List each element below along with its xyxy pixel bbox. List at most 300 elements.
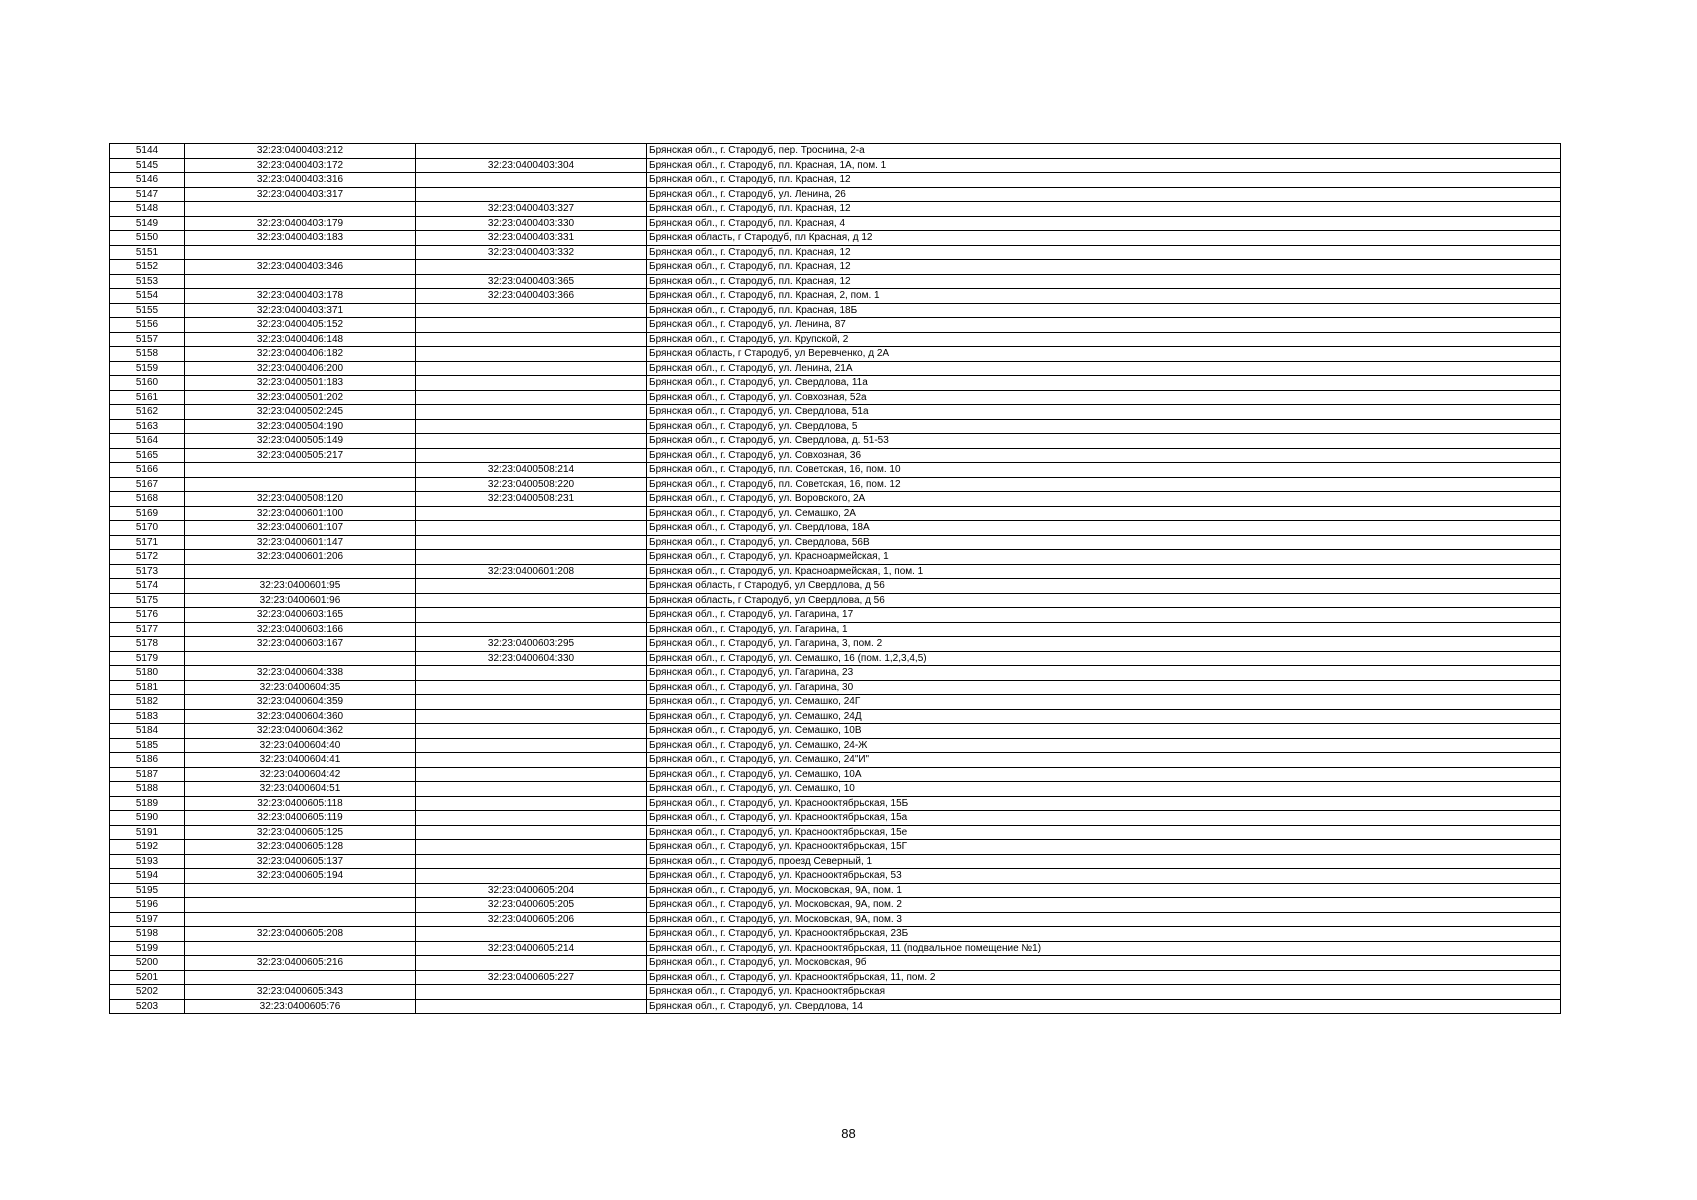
premises-cadastral-number-cell: 32:23:0400601:208	[416, 564, 647, 579]
table-row	[110, 144, 1561, 159]
premises-cadastral-number-cell	[416, 332, 647, 347]
table-row	[110, 318, 1561, 333]
row-number-cell: 5191	[110, 825, 185, 840]
cadastral-number-cell: 32:23:0400605:216	[185, 956, 416, 971]
row-number-cell: 5202	[110, 985, 185, 1000]
row-number-cell: 5203	[110, 999, 185, 1014]
premises-cadastral-number-cell	[416, 173, 647, 188]
cadastral-number-cell: 32:23:0400605:128	[185, 840, 416, 855]
table-row	[110, 260, 1561, 275]
premises-cadastral-number-cell	[416, 506, 647, 521]
table-row	[110, 216, 1561, 231]
cadastral-number-cell: 32:23:0400605:125	[185, 825, 416, 840]
address-cell: Брянская обл., г. Стародуб, ул. Красноармейская, 1	[647, 550, 1561, 565]
premises-cadastral-number-cell: 32:23:0400605:205	[416, 898, 647, 913]
address-cell: Брянская обл., г. Стародуб, ул. Свердлова, д. 51-53	[647, 434, 1561, 449]
premises-cadastral-number-cell: 32:23:0400603:295	[416, 637, 647, 652]
premises-cadastral-number-cell	[416, 593, 647, 608]
address-cell: Брянская обл., г. Стародуб, ул. Ленина, 26	[647, 187, 1561, 202]
cadastral-number-cell: 32:23:0400504:190	[185, 419, 416, 434]
table-row	[110, 202, 1561, 217]
address-cell: Брянская обл., г. Стародуб, ул. Гагарина, 23	[647, 666, 1561, 681]
row-number-cell: 5148	[110, 202, 185, 217]
cadastral-number-cell: 32:23:0400403:316	[185, 173, 416, 188]
row-number-cell: 5190	[110, 811, 185, 826]
premises-cadastral-number-cell: 32:23:0400403:365	[416, 274, 647, 289]
premises-cadastral-number-cell	[416, 854, 647, 869]
premises-cadastral-number-cell: 32:23:0400605:227	[416, 970, 647, 985]
table-row	[110, 506, 1561, 521]
cadastral-number-cell: 32:23:0400604:362	[185, 724, 416, 739]
table-row	[110, 361, 1561, 376]
address-cell: Брянская обл., г. Стародуб, ул. Краснооктябрьская, 15Г	[647, 840, 1561, 855]
table-row	[110, 593, 1561, 608]
premises-cadastral-number-cell	[416, 144, 647, 159]
premises-cadastral-number-cell	[416, 376, 647, 391]
cadastral-number-cell: 32:23:0400601:96	[185, 593, 416, 608]
premises-cadastral-number-cell: 32:23:0400403:332	[416, 245, 647, 260]
address-cell: Брянская обл., г. Стародуб, пл. Красная, 18Б	[647, 303, 1561, 318]
address-cell: Брянская обл., г. Стародуб, ул. Семашко, 24Д	[647, 709, 1561, 724]
address-cell: Брянская обл., г. Стародуб, ул. Московская, 9б	[647, 956, 1561, 971]
row-number-cell: 5162	[110, 405, 185, 420]
address-cell: Брянская обл., г. Стародуб, ул. Семашко, 16 (пом. 1,2,3,4,5)	[647, 651, 1561, 666]
table-row	[110, 187, 1561, 202]
cadastral-number-cell: 32:23:0400508:120	[185, 492, 416, 507]
address-cell: Брянская обл., г. Стародуб, пл. Красная, 4	[647, 216, 1561, 231]
cadastral-number-cell: 32:23:0400601:147	[185, 535, 416, 550]
premises-cadastral-number-cell	[416, 825, 647, 840]
premises-cadastral-number-cell	[416, 550, 647, 565]
address-cell: Брянская обл., г. Стародуб, ул. Московская, 9А, пом. 1	[647, 883, 1561, 898]
address-cell: Брянская обл., г. Стародуб, пл. Красная, 12	[647, 245, 1561, 260]
table-row	[110, 753, 1561, 768]
row-number-cell: 5189	[110, 796, 185, 811]
premises-cadastral-number-cell	[416, 840, 647, 855]
cadastral-number-cell	[185, 898, 416, 913]
address-cell: Брянская обл., г. Стародуб, ул. Семашко, 2А	[647, 506, 1561, 521]
address-cell: Брянская обл., г. Стародуб, проезд Северный, 1	[647, 854, 1561, 869]
premises-cadastral-number-cell	[416, 260, 647, 275]
row-number-cell: 5177	[110, 622, 185, 637]
row-number-cell: 5197	[110, 912, 185, 927]
table-row	[110, 608, 1561, 623]
row-number-cell: 5185	[110, 738, 185, 753]
cadastral-number-cell: 32:23:0400505:217	[185, 448, 416, 463]
row-number-cell: 5186	[110, 753, 185, 768]
premises-cadastral-number-cell	[416, 796, 647, 811]
cadastral-number-cell: 32:23:0400403:178	[185, 289, 416, 304]
table-row	[110, 680, 1561, 695]
premises-cadastral-number-cell: 32:23:0400604:330	[416, 651, 647, 666]
address-cell: Брянская обл., г. Стародуб, пл. Красная, 12	[647, 260, 1561, 275]
table-row	[110, 883, 1561, 898]
cadastral-number-cell: 32:23:0400403:179	[185, 216, 416, 231]
row-number-cell: 5196	[110, 898, 185, 913]
row-number-cell: 5178	[110, 637, 185, 652]
table-row	[110, 521, 1561, 536]
address-cell: Брянская область, г Стародуб, ул Свердлова, д 56	[647, 593, 1561, 608]
row-number-cell: 5193	[110, 854, 185, 869]
premises-cadastral-number-cell: 32:23:0400403:366	[416, 289, 647, 304]
table-row	[110, 274, 1561, 289]
row-number-cell: 5182	[110, 695, 185, 710]
address-cell: Брянская обл., г. Стародуб, ул. Московская, 9А, пом. 2	[647, 898, 1561, 913]
premises-cadastral-number-cell: 32:23:0400508:231	[416, 492, 647, 507]
cadastral-number-cell: 32:23:0400403:183	[185, 231, 416, 246]
address-cell: Брянская обл., г. Стародуб, ул. Семашко, 24-Ж	[647, 738, 1561, 753]
address-cell: Брянская область, г Стародуб, ул Свердлова, д 56	[647, 579, 1561, 594]
premises-cadastral-number-cell	[416, 419, 647, 434]
row-number-cell: 5160	[110, 376, 185, 391]
cadastral-number-cell: 32:23:0400605:208	[185, 927, 416, 942]
premises-cadastral-number-cell: 32:23:0400605:204	[416, 883, 647, 898]
address-cell: Брянская обл., г. Стародуб, ул. Краснооктябрьская, 15а	[647, 811, 1561, 826]
cadastral-number-cell	[185, 651, 416, 666]
address-cell: Брянская обл., г. Стародуб, ул. Краснооктябрьская	[647, 985, 1561, 1000]
address-cell: Брянская область, г Стародуб, ул Веревченко, д 2А	[647, 347, 1561, 362]
premises-cadastral-number-cell	[416, 999, 647, 1014]
table-row	[110, 158, 1561, 173]
row-number-cell: 5180	[110, 666, 185, 681]
row-number-cell: 5183	[110, 709, 185, 724]
premises-cadastral-number-cell	[416, 434, 647, 449]
table-row	[110, 724, 1561, 739]
cadastral-number-cell: 32:23:0400605:118	[185, 796, 416, 811]
cadastral-number-cell: 32:23:0400406:148	[185, 332, 416, 347]
address-cell: Брянская обл., г. Стародуб, ул. Крупской, 2	[647, 332, 1561, 347]
address-cell: Брянская обл., г. Стародуб, ул. Свердлова, 18А	[647, 521, 1561, 536]
address-cell: Брянская обл., г. Стародуб, ул. Свердлова, 51а	[647, 405, 1561, 420]
table-row	[110, 782, 1561, 797]
address-cell: Брянская обл., г. Стародуб, ул. Ленина, 21А	[647, 361, 1561, 376]
table-row	[110, 941, 1561, 956]
address-cell: Брянская обл., г. Стародуб, пл. Красная, 12	[647, 173, 1561, 188]
cadastral-number-cell: 32:23:0400505:149	[185, 434, 416, 449]
premises-cadastral-number-cell: 32:23:0400403:327	[416, 202, 647, 217]
premises-cadastral-number-cell: 32:23:0400508:214	[416, 463, 647, 478]
cadastral-number-cell: 32:23:0400406:200	[185, 361, 416, 376]
address-cell: Брянская обл., г. Стародуб, пл. Советская, 16, пом. 10	[647, 463, 1561, 478]
address-cell: Брянская обл., г. Стародуб, ул. Свердлова, 11а	[647, 376, 1561, 391]
cadastral-number-cell: 32:23:0400501:202	[185, 390, 416, 405]
address-cell: Брянская обл., г. Стародуб, ул. Семашко, 10В	[647, 724, 1561, 739]
premises-cadastral-number-cell	[416, 390, 647, 405]
premises-cadastral-number-cell	[416, 680, 647, 695]
table-row	[110, 332, 1561, 347]
address-cell: Брянская обл., г. Стародуб, ул. Семашко, 24"И"	[647, 753, 1561, 768]
table-row	[110, 970, 1561, 985]
row-number-cell: 5156	[110, 318, 185, 333]
cadastral-number-cell: 32:23:0400605:343	[185, 985, 416, 1000]
address-cell: Брянская обл., г. Стародуб, ул. Свердлова, 14	[647, 999, 1561, 1014]
premises-cadastral-number-cell: 32:23:0400605:214	[416, 941, 647, 956]
row-number-cell: 5144	[110, 144, 185, 159]
table-row	[110, 709, 1561, 724]
cadastral-number-cell: 32:23:0400603:167	[185, 637, 416, 652]
table-row	[110, 535, 1561, 550]
premises-cadastral-number-cell	[416, 724, 647, 739]
address-cell: Брянская обл., г. Стародуб, ул. Ленина, 87	[647, 318, 1561, 333]
row-number-cell: 5163	[110, 419, 185, 434]
page-number: 88	[841, 1126, 856, 1141]
cadastral-number-cell: 32:23:0400501:183	[185, 376, 416, 391]
row-number-cell: 5181	[110, 680, 185, 695]
table-row	[110, 854, 1561, 869]
table-row	[110, 796, 1561, 811]
premises-cadastral-number-cell	[416, 811, 647, 826]
table-row	[110, 898, 1561, 913]
row-number-cell: 5146	[110, 173, 185, 188]
address-cell: Брянская обл., г. Стародуб, ул. Воровского, 2А	[647, 492, 1561, 507]
premises-cadastral-number-cell	[416, 738, 647, 753]
cadastral-number-cell: 32:23:0400601:107	[185, 521, 416, 536]
row-number-cell: 5161	[110, 390, 185, 405]
row-number-cell: 5192	[110, 840, 185, 855]
address-cell: Брянская обл., г. Стародуб, ул. Московская, 9А, пом. 3	[647, 912, 1561, 927]
cadastral-number-cell: 32:23:0400601:100	[185, 506, 416, 521]
cadastral-number-cell: 32:23:0400604:35	[185, 680, 416, 695]
address-cell: Брянская обл., г. Стародуб, ул. Краснооктябрьская, 15Б	[647, 796, 1561, 811]
cadastral-number-cell	[185, 245, 416, 260]
row-number-cell: 5194	[110, 869, 185, 884]
premises-cadastral-number-cell	[416, 448, 647, 463]
premises-cadastral-number-cell	[416, 767, 647, 782]
row-number-cell: 5195	[110, 883, 185, 898]
cadastral-number-cell: 32:23:0400605:137	[185, 854, 416, 869]
cadastral-number-cell	[185, 463, 416, 478]
address-cell: Брянская обл., г. Стародуб, ул. Семашко, 10А	[647, 767, 1561, 782]
table-row	[110, 811, 1561, 826]
row-number-cell: 5179	[110, 651, 185, 666]
premises-cadastral-number-cell	[416, 521, 647, 536]
cadastral-number-cell: 32:23:0400603:166	[185, 622, 416, 637]
address-cell: Брянская обл., г. Стародуб, ул. Совхозная, 52а	[647, 390, 1561, 405]
premises-cadastral-number-cell	[416, 753, 647, 768]
row-number-cell: 5145	[110, 158, 185, 173]
table-row	[110, 927, 1561, 942]
premises-cadastral-number-cell	[416, 709, 647, 724]
row-number-cell: 5167	[110, 477, 185, 492]
premises-cadastral-number-cell: 32:23:0400403:330	[416, 216, 647, 231]
cadastral-number-cell: 32:23:0400403:371	[185, 303, 416, 318]
address-cell: Брянская обл., г. Стародуб, ул. Семашко, 10	[647, 782, 1561, 797]
row-number-cell: 5150	[110, 231, 185, 246]
premises-cadastral-number-cell	[416, 535, 647, 550]
address-cell: Брянская обл., г. Стародуб, ул. Свердлова, 56В	[647, 535, 1561, 550]
row-number-cell: 5171	[110, 535, 185, 550]
table-row	[110, 477, 1561, 492]
registry-table-body	[110, 144, 1561, 1014]
table-row	[110, 738, 1561, 753]
cadastral-number-cell: 32:23:0400605:119	[185, 811, 416, 826]
address-cell: Брянская обл., г. Стародуб, ул. Краснооктябрьская, 23Б	[647, 927, 1561, 942]
table-row	[110, 419, 1561, 434]
table-row	[110, 999, 1561, 1014]
address-cell: Брянская обл., г. Стародуб, ул. Свердлова, 5	[647, 419, 1561, 434]
row-number-cell: 5175	[110, 593, 185, 608]
address-cell: Брянская обл., г. Стародуб, пл. Красная, 12	[647, 274, 1561, 289]
table-row	[110, 405, 1561, 420]
address-cell: Брянская обл., г. Стародуб, ул. Гагарина, 17	[647, 608, 1561, 623]
row-number-cell: 5188	[110, 782, 185, 797]
address-cell: Брянская обл., г. Стародуб, ул. Краснооктябрьская, 53	[647, 869, 1561, 884]
cadastral-number-cell: 32:23:0400604:338	[185, 666, 416, 681]
address-cell: Брянская обл., г. Стародуб, ул. Красноармейская, 1, пом. 1	[647, 564, 1561, 579]
premises-cadastral-number-cell	[416, 361, 647, 376]
table-row	[110, 767, 1561, 782]
cadastral-number-cell	[185, 564, 416, 579]
cadastral-number-cell	[185, 912, 416, 927]
row-number-cell: 5147	[110, 187, 185, 202]
cadastral-number-cell: 32:23:0400604:51	[185, 782, 416, 797]
cadastral-number-cell: 32:23:0400605:194	[185, 869, 416, 884]
row-number-cell: 5166	[110, 463, 185, 478]
premises-cadastral-number-cell: 32:23:0400605:206	[416, 912, 647, 927]
premises-cadastral-number-cell	[416, 666, 647, 681]
table-row	[110, 912, 1561, 927]
cadastral-number-cell	[185, 202, 416, 217]
row-number-cell: 5165	[110, 448, 185, 463]
table-row	[110, 390, 1561, 405]
row-number-cell: 5198	[110, 927, 185, 942]
premises-cadastral-number-cell	[416, 318, 647, 333]
row-number-cell: 5170	[110, 521, 185, 536]
table-row	[110, 956, 1561, 971]
row-number-cell: 5174	[110, 579, 185, 594]
premises-cadastral-number-cell: 32:23:0400508:220	[416, 477, 647, 492]
address-cell: Брянская обл., г. Стародуб, пл. Красная, 12	[647, 202, 1561, 217]
premises-cadastral-number-cell: 32:23:0400403:304	[416, 158, 647, 173]
table-row	[110, 303, 1561, 318]
table-row	[110, 231, 1561, 246]
cadastral-number-cell: 32:23:0400403:172	[185, 158, 416, 173]
premises-cadastral-number-cell	[416, 608, 647, 623]
row-number-cell: 5151	[110, 245, 185, 260]
address-cell: Брянская обл., г. Стародуб, ул. Краснооктябрьская, 11, пом. 2	[647, 970, 1561, 985]
cadastral-number-cell: 32:23:0400604:360	[185, 709, 416, 724]
cadastral-number-cell: 32:23:0400601:95	[185, 579, 416, 594]
cadastral-number-cell: 32:23:0400604:42	[185, 767, 416, 782]
table-row	[110, 666, 1561, 681]
premises-cadastral-number-cell	[416, 956, 647, 971]
cadastral-number-cell: 32:23:0400502:245	[185, 405, 416, 420]
row-number-cell: 5159	[110, 361, 185, 376]
address-cell: Брянская обл., г. Стародуб, ул. Краснооктябрьская, 11 (подвальное помещение №1)	[647, 941, 1561, 956]
address-cell: Брянская обл., г. Стародуб, пер. Троснина, 2-а	[647, 144, 1561, 159]
row-number-cell: 5173	[110, 564, 185, 579]
cadastral-number-cell	[185, 274, 416, 289]
row-number-cell: 5199	[110, 941, 185, 956]
table-row	[110, 637, 1561, 652]
cadastral-number-cell: 32:23:0400403:212	[185, 144, 416, 159]
row-number-cell: 5158	[110, 347, 185, 362]
cadastral-number-cell: 32:23:0400604:41	[185, 753, 416, 768]
cadastral-number-cell: 32:23:0400406:182	[185, 347, 416, 362]
address-cell: Брянская обл., г. Стародуб, пл. Красная, 2, пом. 1	[647, 289, 1561, 304]
row-number-cell: 5168	[110, 492, 185, 507]
cadastral-number-cell	[185, 970, 416, 985]
table-row	[110, 347, 1561, 362]
cadastral-number-cell	[185, 941, 416, 956]
premises-cadastral-number-cell: 32:23:0400403:331	[416, 231, 647, 246]
table-row	[110, 622, 1561, 637]
table-row	[110, 840, 1561, 855]
cadastral-number-cell: 32:23:0400405:152	[185, 318, 416, 333]
premises-cadastral-number-cell	[416, 695, 647, 710]
row-number-cell: 5154	[110, 289, 185, 304]
row-number-cell: 5187	[110, 767, 185, 782]
table-row	[110, 869, 1561, 884]
address-cell: Брянская обл., г. Стародуб, ул. Гагарина, 30	[647, 680, 1561, 695]
table-row	[110, 825, 1561, 840]
address-cell: Брянская обл., г. Стародуб, ул. Гагарина, 1	[647, 622, 1561, 637]
row-number-cell: 5176	[110, 608, 185, 623]
table-row	[110, 550, 1561, 565]
cadastral-number-cell: 32:23:0400605:76	[185, 999, 416, 1014]
row-number-cell: 5155	[110, 303, 185, 318]
premises-cadastral-number-cell	[416, 782, 647, 797]
premises-cadastral-number-cell	[416, 985, 647, 1000]
address-cell: Брянская область, г Стародуб, пл Красная, д 12	[647, 231, 1561, 246]
address-cell: Брянская обл., г. Стародуб, ул. Совхозная, 36	[647, 448, 1561, 463]
row-number-cell: 5152	[110, 260, 185, 275]
premises-cadastral-number-cell	[416, 187, 647, 202]
row-number-cell: 5164	[110, 434, 185, 449]
premises-cadastral-number-cell	[416, 405, 647, 420]
table-row	[110, 492, 1561, 507]
row-number-cell: 5149	[110, 216, 185, 231]
premises-cadastral-number-cell	[416, 579, 647, 594]
premises-cadastral-number-cell	[416, 303, 647, 318]
cadastral-number-cell: 32:23:0400604:359	[185, 695, 416, 710]
cadastral-number-cell	[185, 477, 416, 492]
table-row	[110, 463, 1561, 478]
table-row	[110, 651, 1561, 666]
address-cell: Брянская обл., г. Стародуб, ул. Краснооктябрьская, 15е	[647, 825, 1561, 840]
premises-cadastral-number-cell	[416, 927, 647, 942]
table-row	[110, 695, 1561, 710]
table-row	[110, 579, 1561, 594]
cadastral-number-cell: 32:23:0400403:346	[185, 260, 416, 275]
property-registry-table	[109, 143, 1561, 1014]
premises-cadastral-number-cell	[416, 347, 647, 362]
address-cell: Брянская обл., г. Стародуб, ул. Семашко, 24Г	[647, 695, 1561, 710]
row-number-cell: 5157	[110, 332, 185, 347]
table-row	[110, 245, 1561, 260]
table-row	[110, 564, 1561, 579]
cadastral-number-cell	[185, 883, 416, 898]
table-row	[110, 985, 1561, 1000]
row-number-cell: 5169	[110, 506, 185, 521]
row-number-cell: 5153	[110, 274, 185, 289]
row-number-cell: 5172	[110, 550, 185, 565]
address-cell: Брянская обл., г. Стародуб, пл. Советская, 16, пом. 12	[647, 477, 1561, 492]
cadastral-number-cell: 32:23:0400604:40	[185, 738, 416, 753]
table-row	[110, 376, 1561, 391]
premises-cadastral-number-cell	[416, 869, 647, 884]
address-cell: Брянская обл., г. Стародуб, ул. Гагарина, 3, пом. 2	[647, 637, 1561, 652]
cadastral-number-cell: 32:23:0400603:165	[185, 608, 416, 623]
table-row	[110, 434, 1561, 449]
row-number-cell: 5184	[110, 724, 185, 739]
premises-cadastral-number-cell	[416, 622, 647, 637]
address-cell: Брянская обл., г. Стародуб, пл. Красная, 1А, пом. 1	[647, 158, 1561, 173]
row-number-cell: 5201	[110, 970, 185, 985]
cadastral-number-cell: 32:23:0400601:206	[185, 550, 416, 565]
row-number-cell: 5200	[110, 956, 185, 971]
table-row	[110, 173, 1561, 188]
